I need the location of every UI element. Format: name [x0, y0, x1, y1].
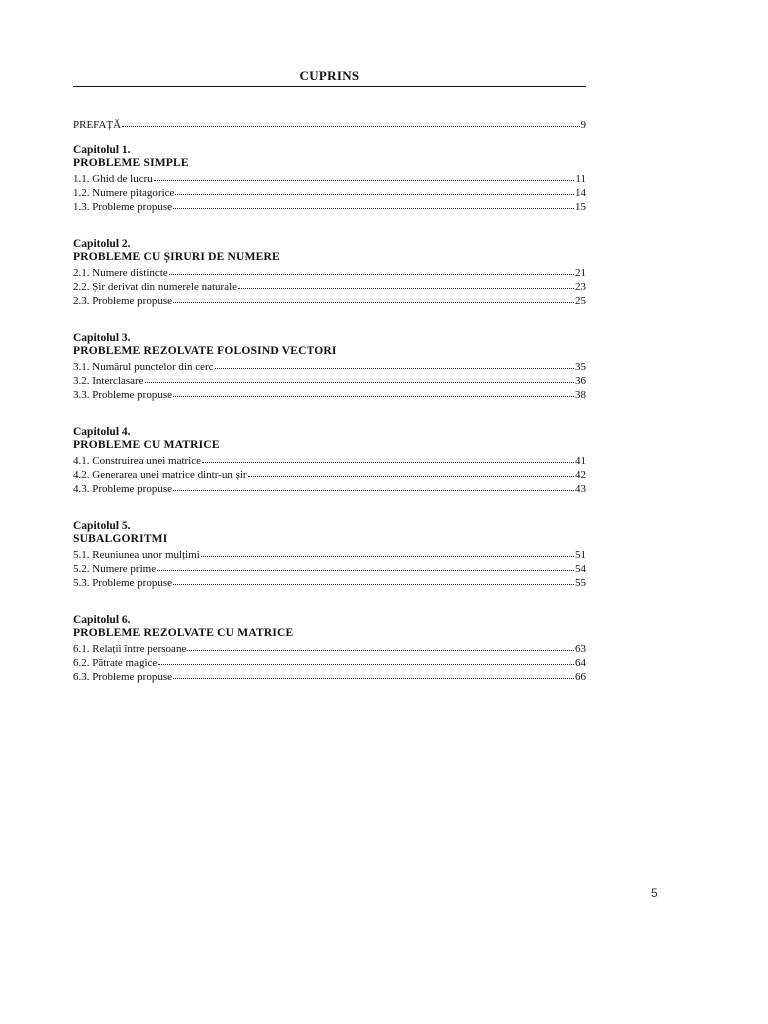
chapter-label: Capitolul 4. [73, 426, 131, 438]
toc-entry-page: 42 [575, 469, 586, 481]
dot-leader [173, 574, 574, 585]
dot-leader [154, 170, 575, 181]
toc-entry[interactable] [73, 387, 586, 401]
toc-entry-page: 38 [575, 389, 586, 401]
toc-entry-label: 2.2. Șir derivat din numerele naturale [73, 281, 238, 293]
toc-entry[interactable] [73, 467, 586, 481]
toc-entry-page: 35 [575, 361, 586, 373]
toc-entry[interactable] [73, 185, 586, 199]
toc-entry-page: 41 [575, 455, 586, 467]
toc-entry-page: 64 [575, 657, 586, 669]
toc-title: CUPRINS [299, 68, 360, 83]
chapter-title: PROBLEME CU ȘIRURI DE NUMERE [73, 251, 280, 263]
chapter-label: Capitolul 5. [73, 520, 131, 532]
dot-leader [169, 264, 574, 275]
toc-entry[interactable] [73, 373, 586, 387]
chapter-title: PROBLEME REZOLVATE CU MATRICE [73, 627, 294, 639]
dot-leader [201, 546, 574, 557]
dot-leader [158, 654, 574, 665]
toc-entry-label: 1.1. Ghid de lucru [73, 173, 153, 185]
chapter-label: Capitolul 6. [73, 614, 131, 626]
page-number: 5 [651, 886, 658, 900]
toc-entry-label: 4.2. Generarea unei matrice dintr-un șir [73, 469, 247, 481]
toc-entry-label: 3.2. Interclasare [73, 375, 144, 387]
toc-entry-label: 5.1. Reuniunea unor mulțimi [73, 549, 200, 561]
toc-entry[interactable] [73, 481, 586, 495]
toc-entry-label: 1.3. Probleme propuse [73, 201, 172, 213]
toc-entry-label: PREFAȚĂ [73, 119, 122, 131]
dot-leader [173, 480, 574, 491]
toc-entry-label: 2.3. Probleme propuse [73, 295, 172, 307]
dot-leader [122, 116, 579, 127]
toc-entry[interactable] [73, 561, 586, 575]
toc-entry[interactable] [73, 359, 586, 373]
toc-entry-label: 3.3. Probleme propuse [73, 389, 172, 401]
toc-entry-label: 2.1. Numere distincte [73, 267, 168, 279]
toc-entry-page: 21 [575, 267, 586, 279]
dot-leader [157, 560, 574, 571]
dot-leader [248, 466, 574, 477]
toc-entry-page: 55 [575, 577, 586, 589]
toc-entry-page: 51 [575, 549, 586, 561]
toc-entry-label: 6.2. Pătrate magice [73, 657, 158, 669]
chapter-title: PROBLEME CU MATRICE [73, 439, 220, 451]
toc-entry-label: 1.2. Numere pitagorice [73, 187, 175, 199]
toc-entry[interactable] [73, 655, 586, 669]
dot-leader [175, 184, 574, 195]
toc-entry[interactable] [73, 265, 586, 279]
toc-entry-page: 36 [575, 375, 586, 387]
toc-entry[interactable] [73, 453, 586, 467]
toc-entry-page: 23 [575, 281, 586, 293]
toc-entry-label: 6.1. Relații între persoane [73, 643, 187, 655]
toc-entry[interactable] [73, 641, 586, 655]
dot-leader [173, 198, 574, 209]
toc-entry[interactable] [73, 279, 586, 293]
chapter-label: Capitolul 2. [73, 238, 131, 250]
toc-entry-page: 14 [575, 187, 586, 199]
toc-entry-page: 63 [575, 643, 586, 655]
dot-leader [173, 386, 574, 397]
toc-entry-page: 9 [580, 119, 586, 131]
toc-entry-label: 4.3. Probleme propuse [73, 483, 172, 495]
toc-entry[interactable] [73, 575, 586, 589]
chapter-label: Capitolul 1. [73, 144, 131, 156]
dot-leader [202, 452, 574, 463]
dot-leader [238, 278, 574, 289]
title-underline [73, 86, 586, 87]
toc-entry-page: 54 [575, 563, 586, 575]
dot-leader [215, 358, 574, 369]
toc-entry[interactable] [73, 171, 586, 185]
chapter-title: PROBLEME SIMPLE [73, 157, 189, 169]
toc-entry-page: 25 [575, 295, 586, 307]
toc-entry-page: 11 [575, 173, 586, 185]
toc-entry-page: 66 [575, 671, 586, 683]
toc-entry-label: 3.1. Numărul punctelor din cerc [73, 361, 214, 373]
toc-entry-label: 6.3. Probleme propuse [73, 671, 172, 683]
toc-entry-page: 43 [575, 483, 586, 495]
chapter-title: SUBALGORITMI [73, 533, 168, 545]
toc-entry-label: 5.3. Probleme propuse [73, 577, 172, 589]
toc-entry-label: 5.2. Numere prime [73, 563, 157, 575]
dot-leader [173, 668, 574, 679]
toc-entry[interactable] [73, 293, 586, 307]
toc-entry-page: 15 [575, 201, 586, 213]
chapter-title: PROBLEME REZOLVATE FOLOSIND VECTORI [73, 345, 337, 357]
toc-entry-preface[interactable] [73, 117, 586, 131]
toc-entry[interactable] [73, 669, 586, 683]
chapter-label: Capitolul 3. [73, 332, 131, 344]
toc-entry[interactable] [73, 547, 586, 561]
toc-entry-label: 4.1. Construirea unei matrice [73, 455, 201, 467]
dot-leader [145, 372, 574, 383]
toc-entry[interactable] [73, 199, 586, 213]
dot-leader [187, 640, 574, 651]
dot-leader [173, 292, 574, 303]
